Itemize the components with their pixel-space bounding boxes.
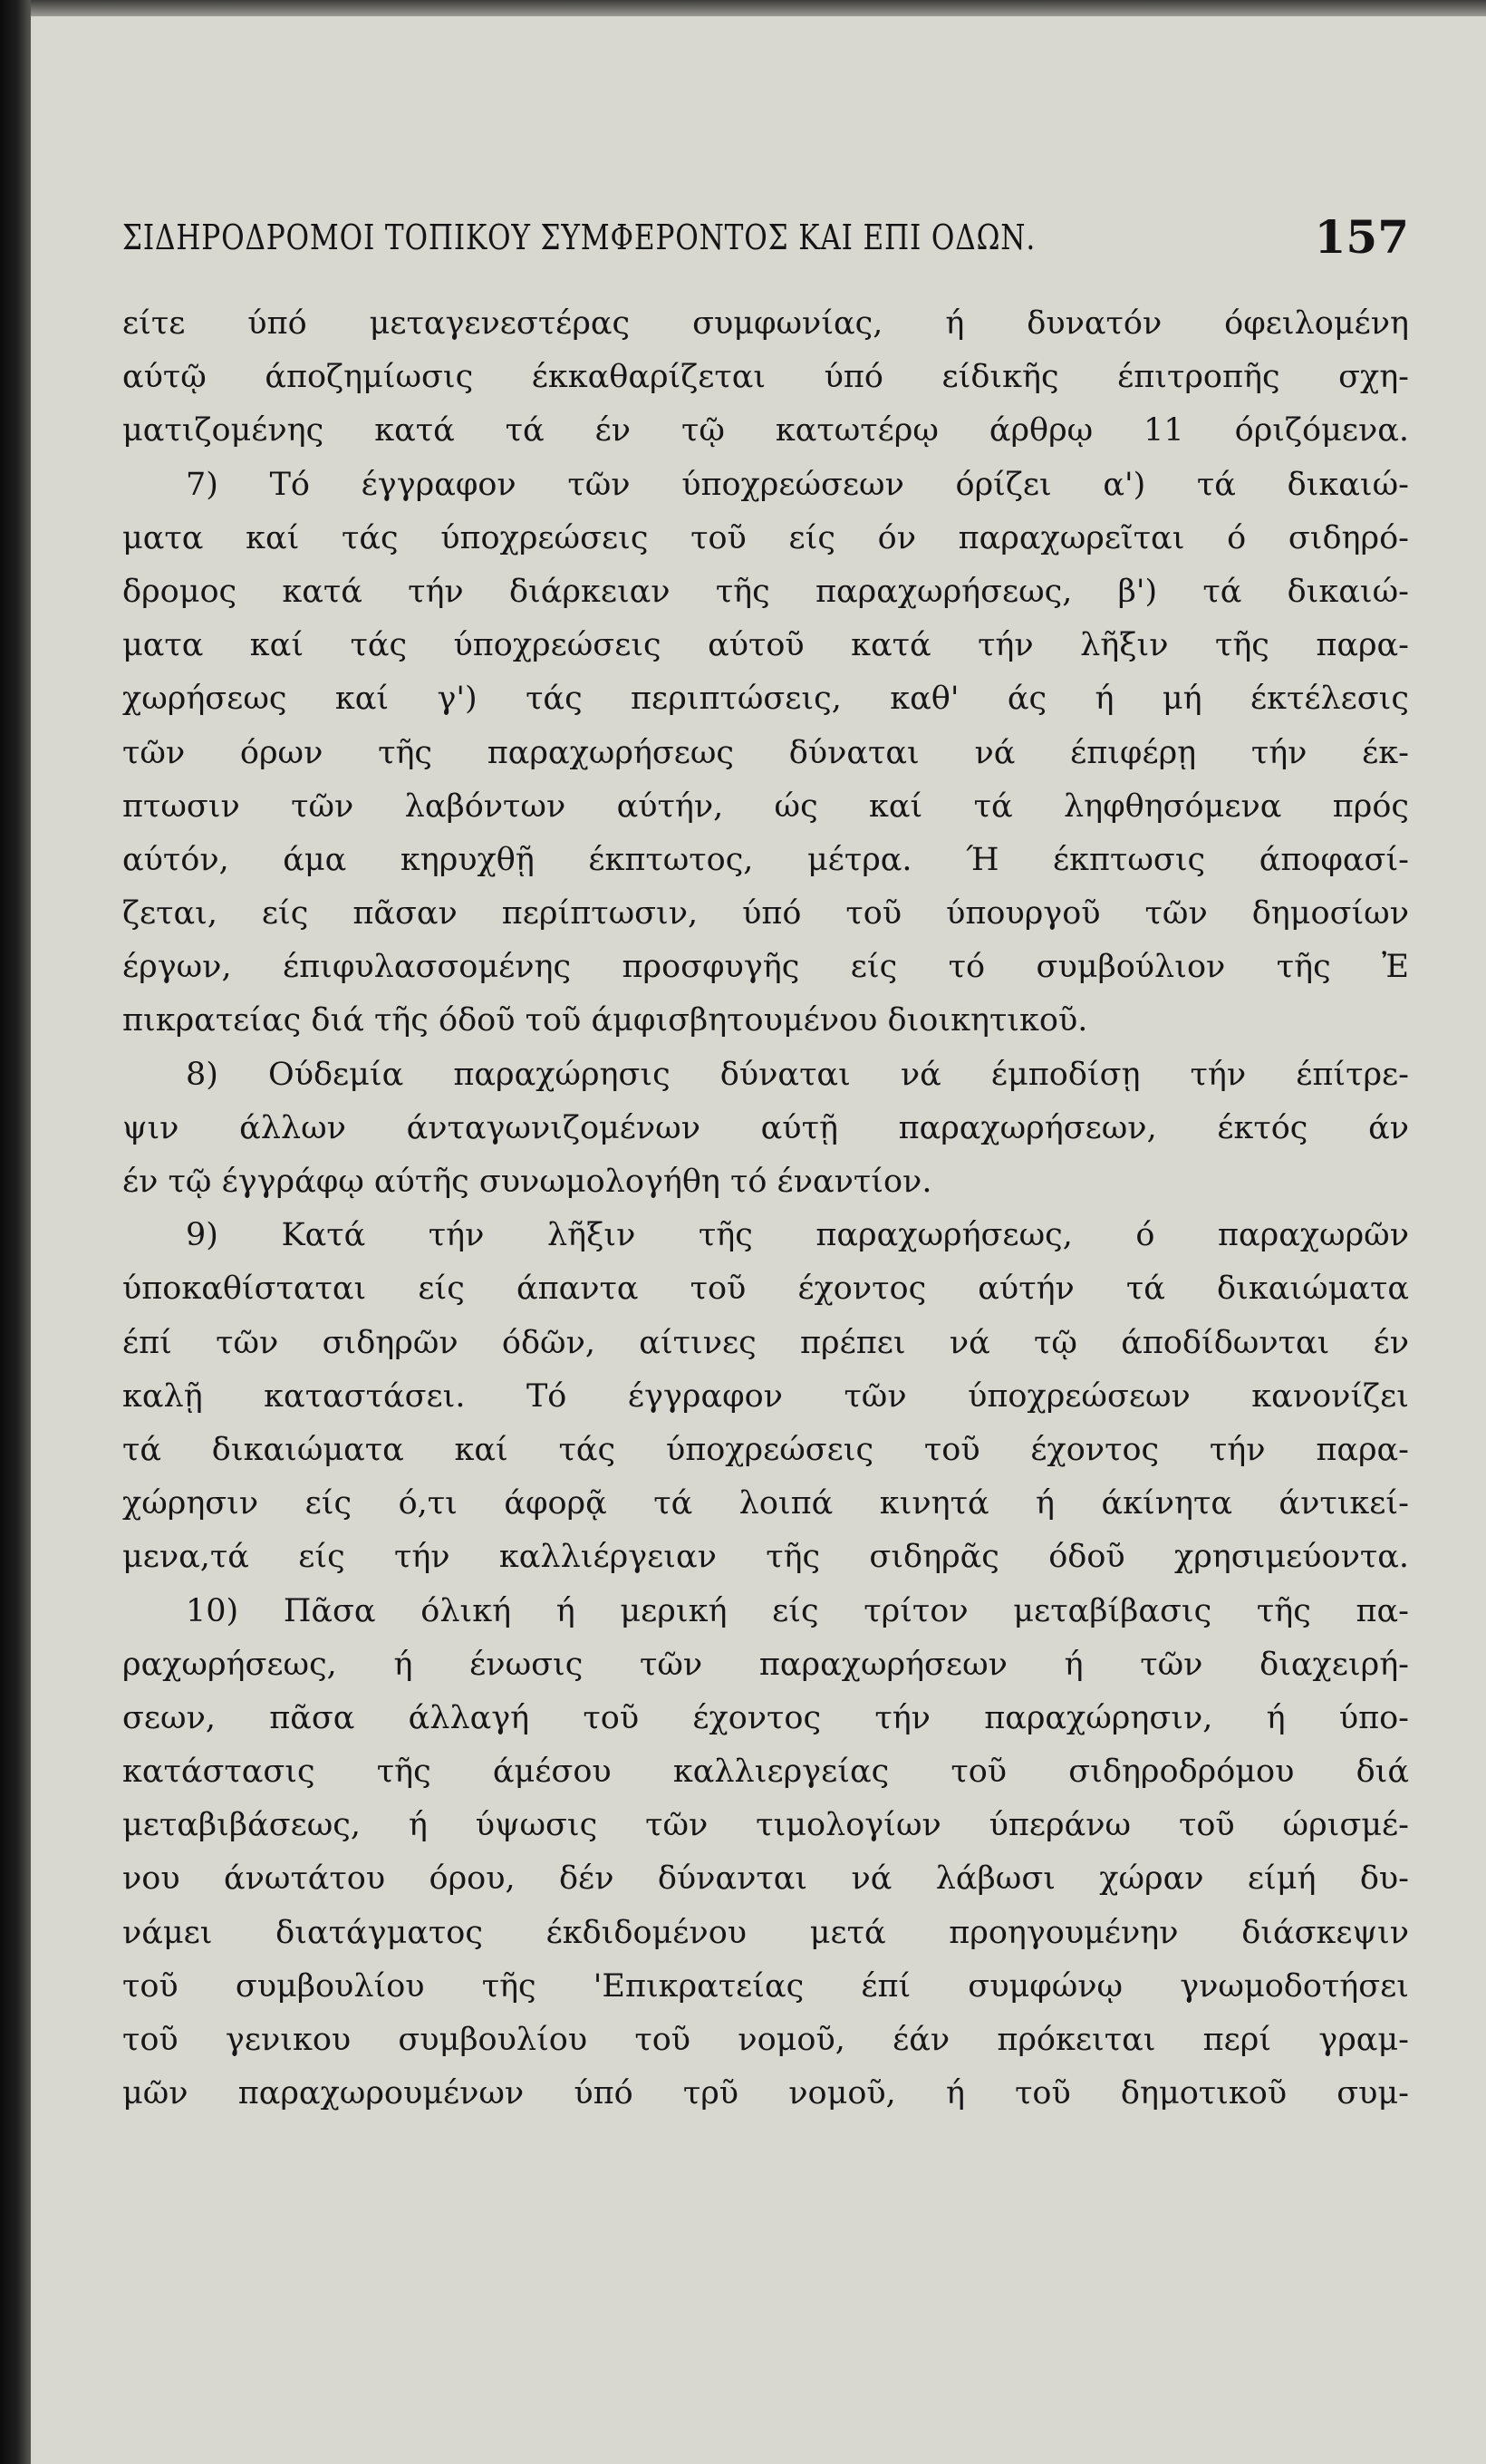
text-line-3: ματιζομένης κατά τά έν τῷ κατωτέρῳ άρθρῳ 11 όριζόμενα.: [122, 412, 1409, 449]
page-top-edge: [0, 0, 1486, 16]
running-title: ΣΙΔΗΡΟΔΡΟΜΟΙ ΤΟΠΙΚΟΥ ΣΥΜΦΕΡΟΝΤΟΣ ΚΑΙ ΕΠΙ ΟΔΩΝ.: [122, 217, 1037, 257]
text-line-34: μῶν παραχωρουμένων ύπό τρῦ νομοῦ, ή τοῦ δημοτικοῦ συμ-: [122, 2075, 1409, 2112]
text-line-31: νάμει διατάγματος έκδιδομένου μετά προηγουμένην διάσκεψιν: [122, 1914, 1409, 1951]
text-line-8: χωρήσεως καί γ') τάς περιπτώσεις, καθ' άς ή μή έκτέλεσις: [122, 681, 1409, 718]
text-line-25: 10) Πᾶσα όλική ή μερική είς τρίτον μεταβίβασις τῆς πα-: [186, 1592, 1409, 1629]
text-line-4: 7) Τό έγγραφον τῶν ύποχρεώσεων όρίζει α') τά δικαιώ-: [186, 466, 1409, 503]
binding-edge-shadow: [0, 0, 31, 2464]
text-line-19: ύποκαθίσταται είς άπαντα τοῦ έχοντος αύτήν τά δικαιώματα: [122, 1271, 1409, 1308]
text-line-9: τῶν όρων τῆς παραχωρήσεως δύναται νά έπιφέρῃ τήν έκ-: [122, 734, 1409, 771]
text-line-33: τοῦ γενικου συμβουλίου τοῦ νομοῦ, έάν πρόκειται περί γραμ-: [122, 2022, 1409, 2058]
page-number: 157: [1314, 210, 1409, 264]
text-line-6: δρομος κατά τήν διάρκειαν τῆς παραχωρήσεως, β') τά δικαιώ-: [122, 573, 1409, 610]
text-line-32: τοῦ συμβουλίου τῆς 'Επικρατείας έπί συμφώνῳ γνωμοδοτήσει: [122, 1967, 1409, 2005]
text-line-30: νου άνωτάτου όρου, δέν δύνανται νά λάβωσι χώραν είμή δυ-: [122, 1860, 1409, 1898]
text-line-2: αύτῷ άποζημίωσις έκκαθαρίζεται ύπό είδικῆς έπιτροπῆς σχη-: [122, 359, 1409, 396]
body-text: [122, 297, 1409, 2121]
text-line-1: είτε ύπό μεταγενεστέρας συμφωνίας, ή δυνατόν όφειλομένη: [122, 305, 1409, 342]
text-line-11: αύτόν, άμα κηρυχθῇ έκπτωτος, μέτρα. Ή έκπτωσις άποφασί-: [122, 841, 1409, 878]
page-header: [122, 210, 1409, 274]
text-line-23: χώρησιν είς ό,τι άφορᾷ τά λοιπά κινητά ή άκίνητα άντικεί-: [122, 1485, 1409, 1522]
text-line-10: πτωσιν τῶν λαβόντων αύτήν, ώς καί τά ληφθησόμενα πρός: [122, 788, 1409, 825]
text-line-22: τά δικαιώματα καί τάς ύποχρεώσεις τοῦ έχοντος τήν παρα-: [122, 1431, 1409, 1468]
text-line-24: μενα,τά είς τήν καλλιέργειαν τῆς σιδηρᾶς όδοῦ χρησιμεύοντα.: [122, 1539, 1409, 1576]
text-line-26: ραχωρήσεως, ή ένωσις τῶν παραχωρήσεων ή τῶν διαχειρή-: [122, 1646, 1409, 1683]
text-line-7: ματα καί τάς ύποχρεώσεις αύτοῦ κατά τήν λῆξιν τῆς παρα-: [122, 627, 1409, 664]
text-line-29: μεταβιβάσεως, ή ύψωσις τῶν τιμολογίων ύπεράνω τοῦ ώρισμέ-: [122, 1807, 1409, 1844]
text-line-15: 8) Ούδεμία παραχώρησις δύναται νά έμποδίσῃ τήν έπίτρε-: [186, 1056, 1409, 1093]
text-line-14: πικρατείας διά τῆς όδοῦ τοῦ άμφισβητουμένου διοικητικοῦ.: [122, 1002, 1088, 1039]
text-line-21: καλῇ καταστάσει. Τό έγγραφον τῶν ύποχρεώσεων κανονίζει: [122, 1377, 1409, 1415]
text-line-18: 9) Κατά τήν λῆξιν τῆς παραχωρήσεως, ό παραχωρῶν: [186, 1217, 1409, 1254]
text-line-27: σεων, πᾶσα άλλαγή τοῦ έχοντος τήν παραχώρησιν, ή ύπο-: [122, 1699, 1409, 1736]
text-line-13: έργων, έπιφυλασσομένης προσφυγῆς είς τό συμβούλιον τῆς Ἐ: [122, 949, 1409, 986]
text-line-28: κατάστασις τῆς άμέσου καλλιεργείας τοῦ σιδηροδρόμου διά: [122, 1754, 1409, 1791]
text-line-17: έν τῷ έγγράφῳ αύτῆς συνωμολογήθη τό έναντίον.: [122, 1164, 932, 1200]
text-line-20: έπί τῶν σιδηρῶν όδῶν, αίτινες πρέπει νά τῷ άποδίδωνται έν: [122, 1324, 1409, 1361]
text-line-16: ψιν άλλων άνταγωνιζομένων αύτῇ παραχωρήσεων, έκτός άν: [122, 1109, 1409, 1146]
text-line-5: ματα καί τάς ύποχρεώσεις τοῦ είς όν παραχωρεῖται ό σιδηρό-: [122, 519, 1409, 556]
text-line-12: ζεται, είς πᾶσαν περίπτωσιν, ύπό τοῦ ύπουργοῦ τῶν δημοσίων: [122, 895, 1409, 932]
